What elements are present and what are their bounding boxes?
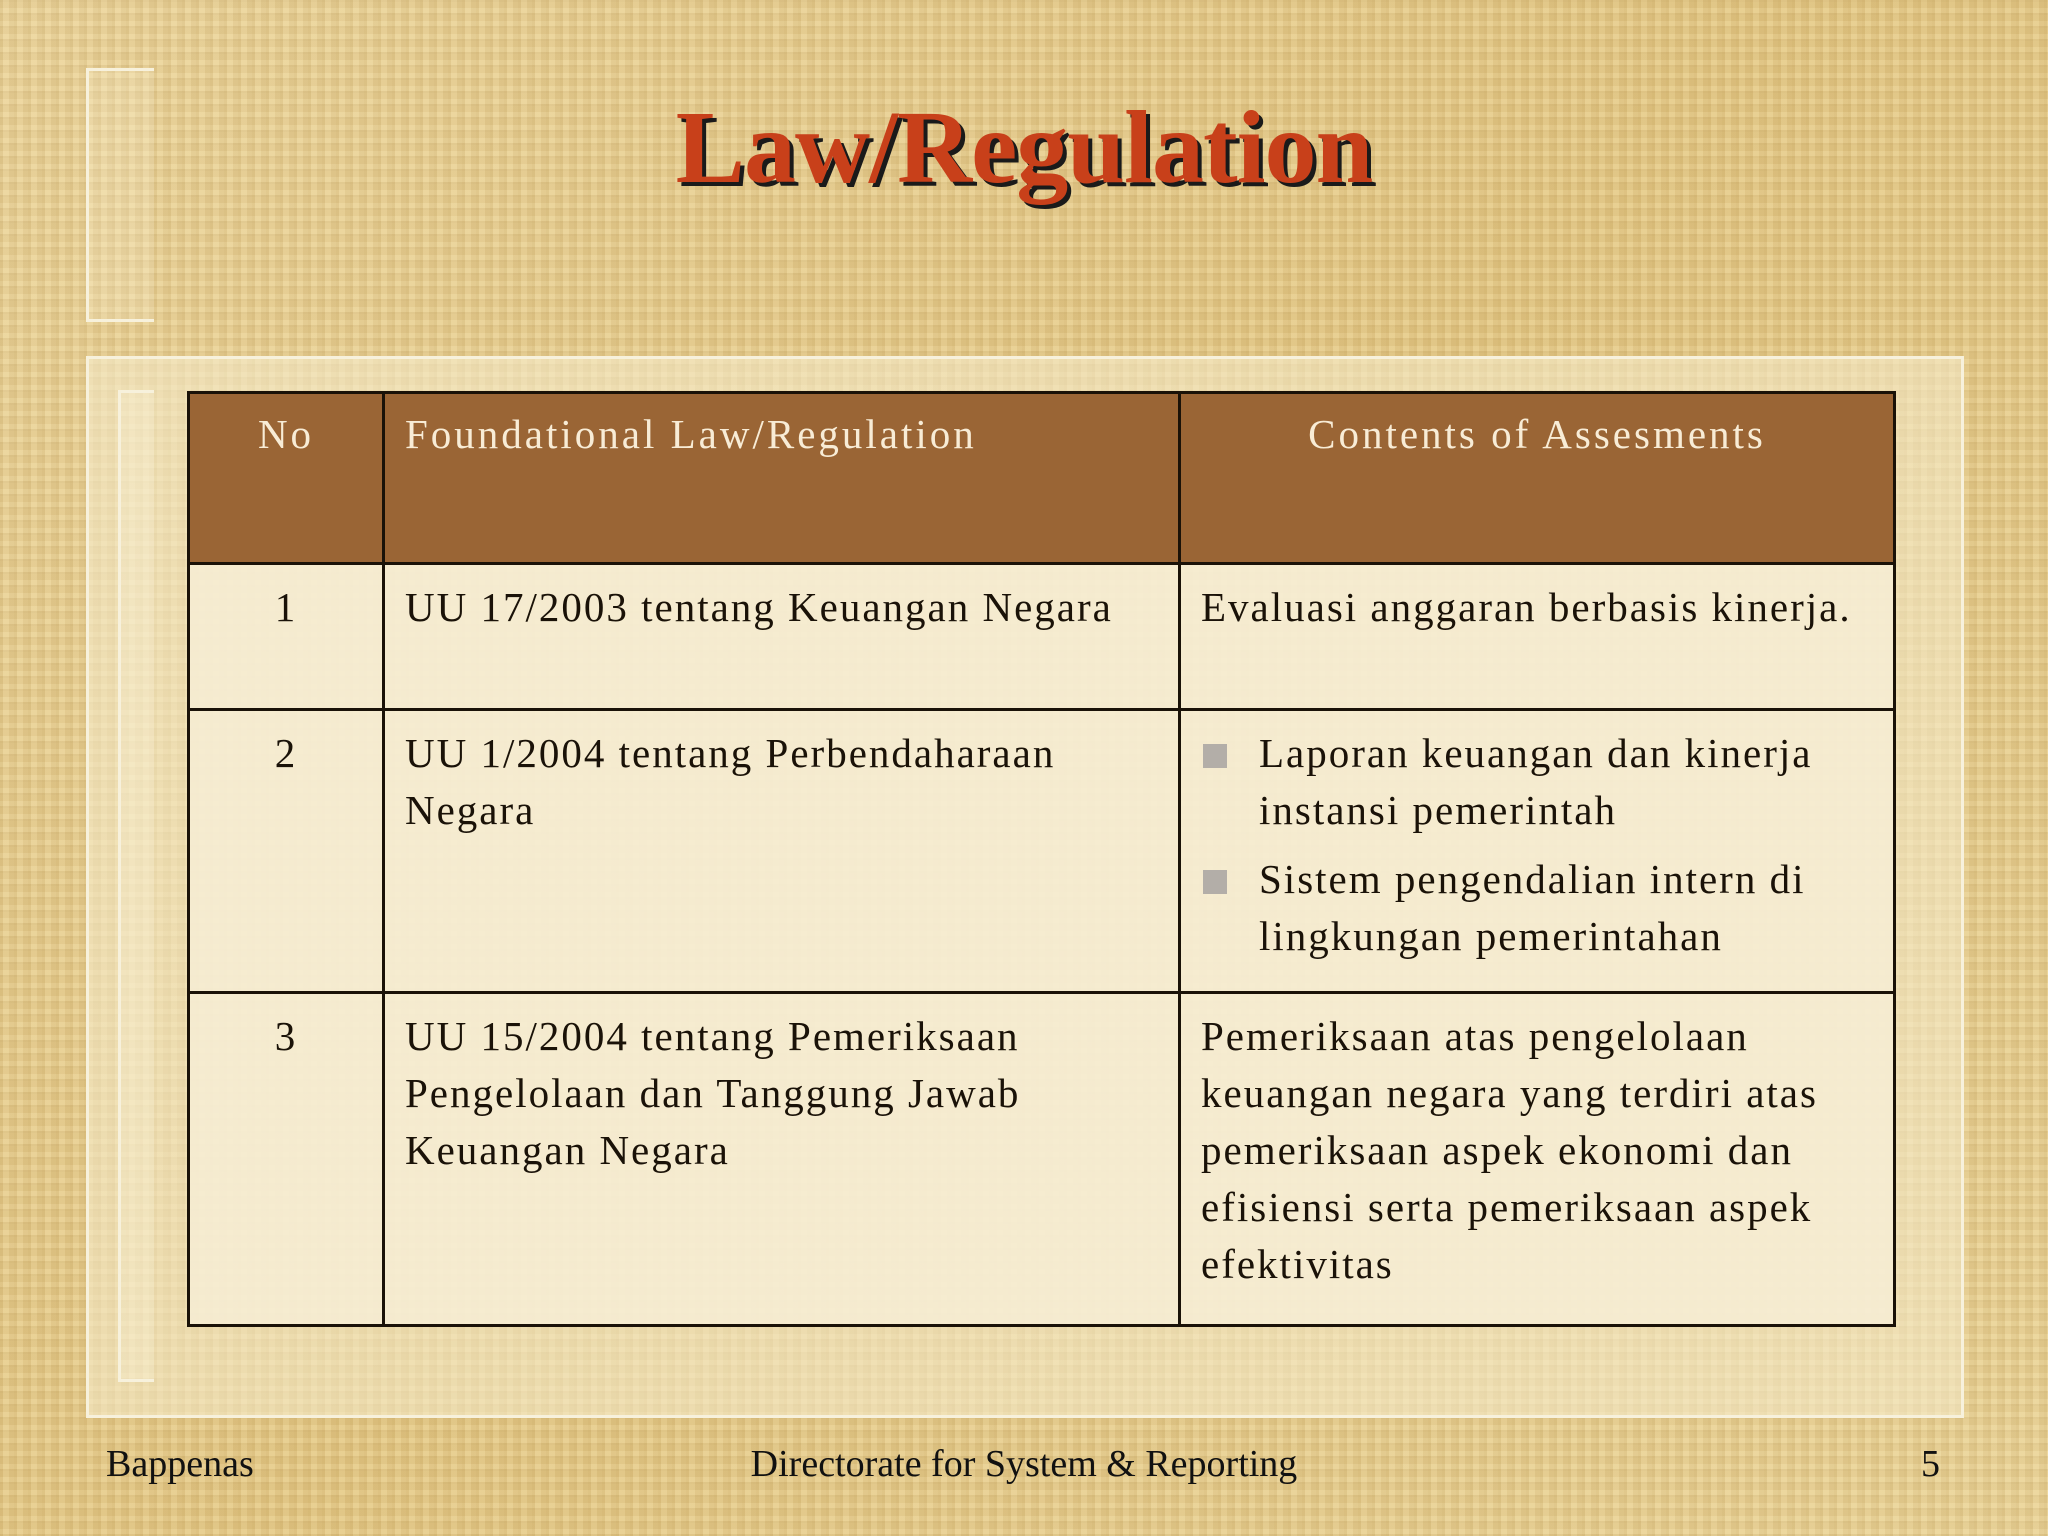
table-row: [189, 564, 1895, 710]
header-foundational-law: Foundational Law/Regulation: [384, 393, 1180, 564]
page-number: 5: [1921, 1443, 1940, 1485]
bullet-text: Sistem pengendalian intern di lingkungan pemerintahan: [1259, 856, 1806, 959]
square-bullet-icon: [1203, 744, 1227, 768]
decorative-bracket-inner: [118, 390, 154, 1382]
bullet-item: [1201, 851, 1873, 965]
law-cell: UU 17/2003 tentang Keuangan Negara: [384, 564, 1180, 710]
law-cell: UU 15/2004 tentang Pemeriksaan Pengelolaan dan Tanggung Jawab Keuangan Negara: [384, 993, 1180, 1326]
content-cell: Evaluasi anggaran berbasis kinerja.: [1180, 564, 1895, 710]
table-header-row: [189, 393, 1895, 564]
header-contents: Contents of Assesments: [1180, 393, 1895, 564]
row-number: 1: [189, 564, 384, 710]
bullet-text: Laporan keuangan dan kinerja instansi pemerintah: [1259, 730, 1813, 833]
row-number: 3: [189, 993, 384, 1326]
header-no: No: [189, 393, 384, 564]
row-number: 2: [189, 710, 384, 993]
bullet-item: [1201, 725, 1873, 839]
footer-organization: Bappenas: [106, 1443, 254, 1485]
law-regulation-table: [187, 391, 1896, 1327]
table-row: [189, 710, 1895, 993]
square-bullet-icon: [1203, 870, 1227, 894]
slide-title: Law/Regulation: [675, 90, 1373, 205]
table-row: [189, 993, 1895, 1326]
content-cell: [1180, 710, 1895, 993]
content-cell: Pemeriksaan atas pengelolaan keuangan negara yang terdiri atas pemeriksaan aspek ekonomi dan efisiensi serta pemeriksaan aspek efektivitas: [1180, 993, 1895, 1326]
bullet-list: [1201, 725, 1873, 965]
footer-directorate: Directorate for System & Reporting: [750, 1443, 1298, 1485]
law-cell: UU 1/2004 tentang Perbendaharaan Negara: [384, 710, 1180, 993]
